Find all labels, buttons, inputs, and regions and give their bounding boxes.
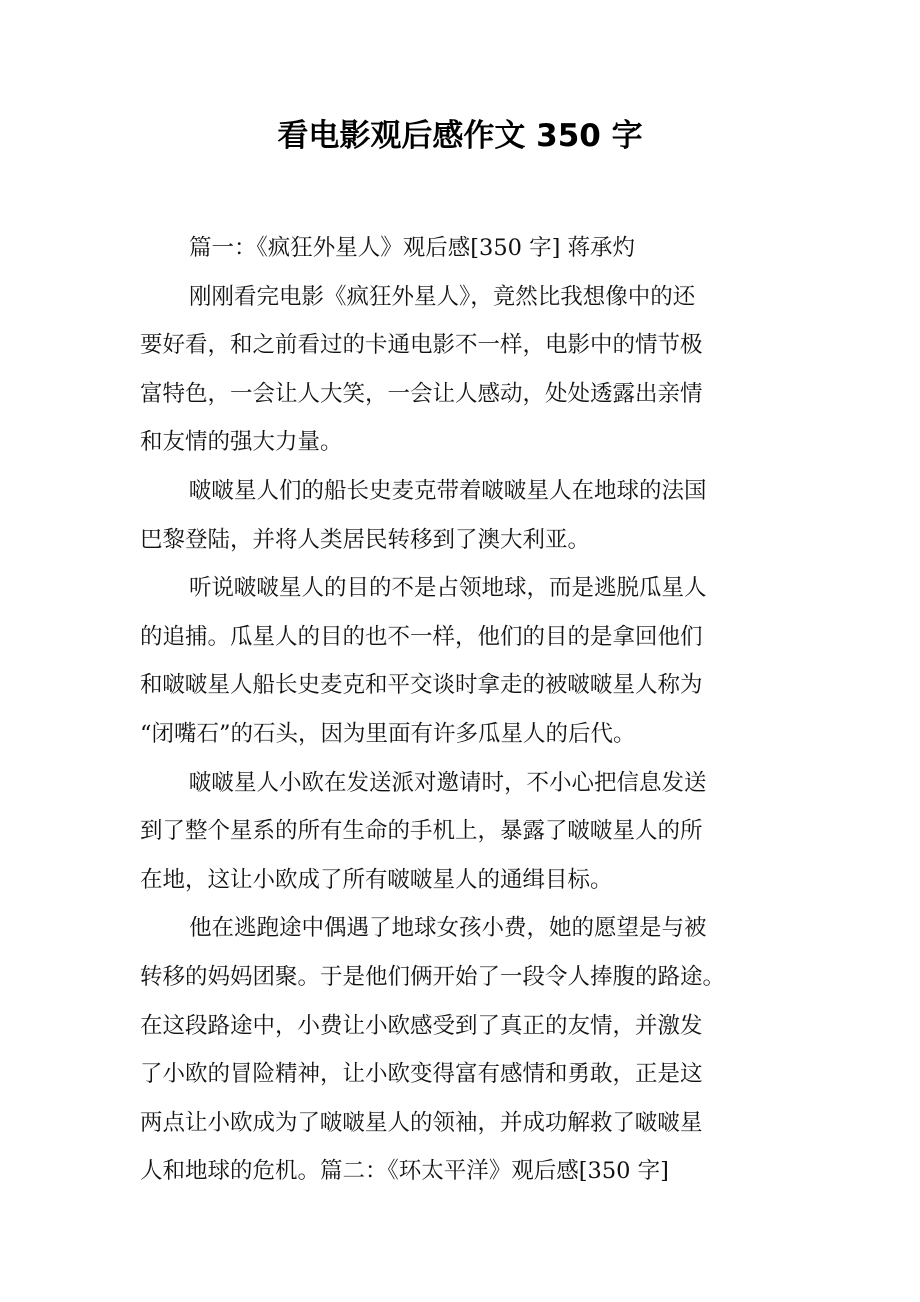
paragraph-line: 啵啵星人小欧在发送派对邀请时，不小心把信息发送 (189, 769, 707, 796)
paragraph-line: 他在逃跑途中偶遇了地球女孩小费，她的愿望是与被 (189, 915, 707, 942)
paragraph-line: 富特色，一会让人大笑，一会让人感动，处处透露出亲情 (140, 380, 703, 407)
paragraph-line: 在这段路途中，小费让小欧感受到了真正的友情，并激发 (140, 1012, 703, 1039)
document-title: 看电影观后感作文 350 字 (277, 118, 643, 154)
paragraph-line: 到了整个星系的所有生命的手机上，暴露了啵啵星人的所 (140, 818, 703, 845)
paragraph-line: 了小欧的冒险精神，让小欧变得富有感情和勇敢，正是这 (140, 1061, 703, 1088)
paragraph-line: 听说啵啵星人的目的不是占领地球，而是逃脱瓜星人 (189, 575, 707, 602)
paragraph-line: 在地，这让小欧成了所有啵啵星人的通缉目标。 (140, 866, 613, 893)
paragraph-line: 人和地球的危机。篇二：《环太平洋》观后感[350 字] (140, 1158, 669, 1185)
paragraph-line: 啵啵星人们的船长史麦克带着啵啵星人在地球的法国 (189, 477, 707, 504)
paragraph-line: “闭嘴石”的石头，因为里面有许多瓜星人的后代。 (140, 720, 636, 747)
paragraph-line: 和啵啵星人船长史麦克和平交谈时拿走的被啵啵星人称为 (140, 672, 703, 699)
paragraph-line: 的追捕。瓜星人的目的也不一样，他们的目的是拿回他们 (140, 623, 703, 650)
paragraph-line-heading: 篇一：《疯狂外星人》观后感[350 字] 蒋承灼 (189, 235, 636, 261)
paragraph-line: 和友情的强大力量。 (140, 429, 343, 456)
paragraph-line: 巴黎登陆，并将人类居民转移到了澳大利亚。 (140, 526, 591, 553)
paragraph-line: 两点让小欧成为了啵啵星人的领袖，并成功解救了啵啵星 (140, 1109, 703, 1136)
document-body (140, 224, 780, 1196)
paragraph-line: 要好看，和之前看过的卡通电影不一样，电影中的情节极 (140, 332, 703, 359)
paragraph-line: 刚刚看完电影《疯狂外星人》，竟然比我想像中的还 (189, 283, 696, 310)
paragraph-line: 转移的妈妈团聚。于是他们俩开始了一段令人捧腹的路途。 (140, 963, 726, 990)
